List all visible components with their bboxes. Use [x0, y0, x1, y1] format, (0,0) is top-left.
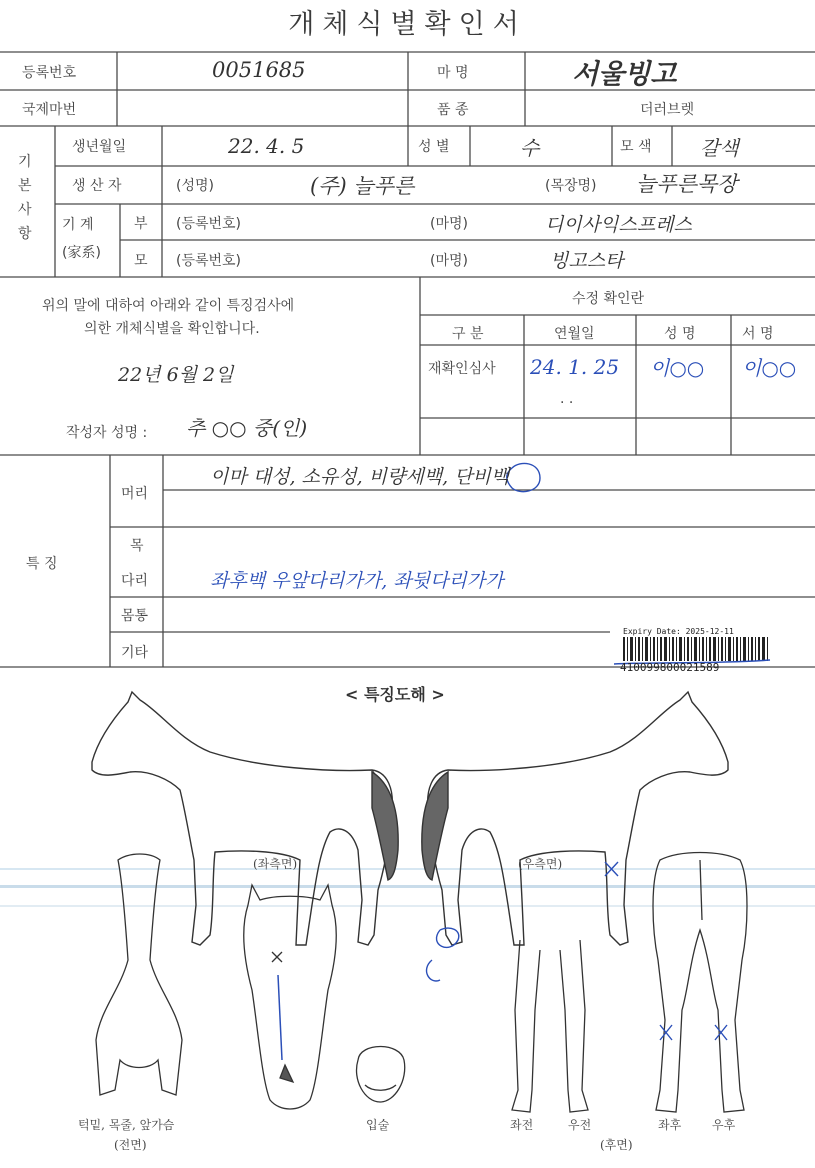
confirm-text-line1: 위의 말에 대하여 아래와 같이 특징검사에: [42, 298, 295, 314]
confirm-date: 22년 6월 2일: [118, 364, 234, 386]
dam-value: 빙고스타: [550, 250, 624, 272]
label-neck: 목: [130, 538, 144, 554]
label-dam: 모: [134, 253, 148, 269]
sex-value: 수: [520, 136, 540, 160]
label-intl-no: 국제마번: [22, 102, 77, 118]
document-title: 개체식별확인서: [288, 9, 527, 40]
label-coat: 모 색: [620, 139, 652, 155]
revision-row2-date: · ·: [560, 395, 574, 411]
label-dam-regno: (등록번호): [176, 253, 242, 269]
revision-row1-type: 재확인심사: [428, 361, 496, 377]
label-birth: 생년월일: [72, 139, 127, 155]
revision-row1-date: 24. 1. 25: [530, 355, 620, 379]
label-producer: 생 산 자: [72, 178, 122, 194]
label-sire: 부: [134, 216, 148, 232]
forelegs-drawing: [512, 940, 588, 1112]
left-side-caption: (좌측면): [253, 857, 298, 871]
features-section-label: 특 징: [26, 556, 58, 572]
front-view-drawing: [96, 854, 182, 1095]
label-pedigree: 기 계: [62, 217, 94, 233]
basic-section-label: 기 본 사 항: [18, 154, 32, 242]
horse-name-value: 서울빙고: [572, 59, 677, 90]
head-front-drawing: [244, 885, 337, 1109]
pen-marks: [427, 463, 727, 1040]
label-legs: 다리: [121, 573, 149, 589]
front-sub-caption: (전면): [114, 1138, 147, 1152]
label-body: 몸통: [121, 608, 149, 624]
label-farm: (목장명): [545, 178, 597, 194]
revision-row1-name: 이○○: [650, 356, 705, 380]
revision-header: 수정 확인란: [572, 291, 645, 307]
label-horse-name: 마 명: [437, 65, 469, 81]
birth-value: 22. 4. 5: [228, 134, 305, 158]
label-other: 기타: [121, 645, 149, 661]
front-caption: 턱밑, 목줄, 앞가슴: [78, 1118, 175, 1132]
revision-col-type: 구 분: [452, 326, 484, 342]
label-head: 머리: [121, 486, 149, 502]
lips-drawing: [357, 1047, 405, 1103]
label-regno: 등록번호: [22, 65, 77, 81]
rear-sub-caption: (후면): [600, 1138, 633, 1152]
writer-signature: 추 ○○ 중(인): [186, 416, 308, 440]
head-features: 이마 대성, 소유성, 비량세백, 단비백: [210, 466, 510, 488]
label-sire-regno: (등록번호): [176, 216, 242, 232]
revision-col-date: 연월일: [554, 326, 595, 342]
label-dam-name: (마명): [430, 253, 468, 269]
lips-caption: 입술: [366, 1118, 390, 1132]
regno-value: 0051685: [212, 58, 306, 82]
legs-features: 좌후백 우앞다리가가, 좌뒷다리가가: [210, 570, 504, 592]
barcode-number: 410099800021589: [620, 661, 720, 674]
barcode-expiry: Expiry Date: 2025-12-11: [623, 627, 734, 636]
label-sire-name: (마명): [430, 216, 468, 232]
right-side-caption: (우측면): [518, 857, 563, 871]
confirm-text-line2: 의한 개체식별을 확인합니다.: [84, 321, 260, 337]
horse-left-side-drawing: [92, 692, 398, 945]
hind-right-caption: 우후: [712, 1118, 736, 1132]
barcode-graphic: [623, 637, 768, 661]
horse-right-side-drawing: [422, 692, 728, 945]
breed-value: 더러브렛: [640, 102, 695, 118]
diagram-title: < 특징도해 >: [345, 685, 445, 704]
hindlegs-rear-drawing: [653, 853, 747, 1113]
revision-col-name: 성 명: [664, 326, 696, 342]
revision-col-sign: 서 명: [742, 326, 774, 342]
fore-right-caption: 우전: [568, 1118, 592, 1132]
coat-value: 갈색: [700, 136, 739, 160]
hind-left-caption: 좌후: [658, 1118, 682, 1132]
label-writer: 작성자 성명 :: [66, 425, 148, 441]
sire-value: 디이사익스프레스: [545, 214, 692, 236]
label-breed: 품 종: [437, 102, 469, 118]
producer-value: (주) 늘푸른: [310, 174, 415, 198]
revision-row1-sign: 이○○: [742, 356, 797, 380]
label-sex: 성 별: [418, 139, 450, 155]
fore-left-caption: 좌전: [510, 1118, 534, 1132]
farm-value: 늘푸른목장: [636, 172, 738, 196]
label-pedigree-hanja: (家系): [62, 245, 101, 261]
label-producer-name: (성명): [176, 178, 214, 194]
